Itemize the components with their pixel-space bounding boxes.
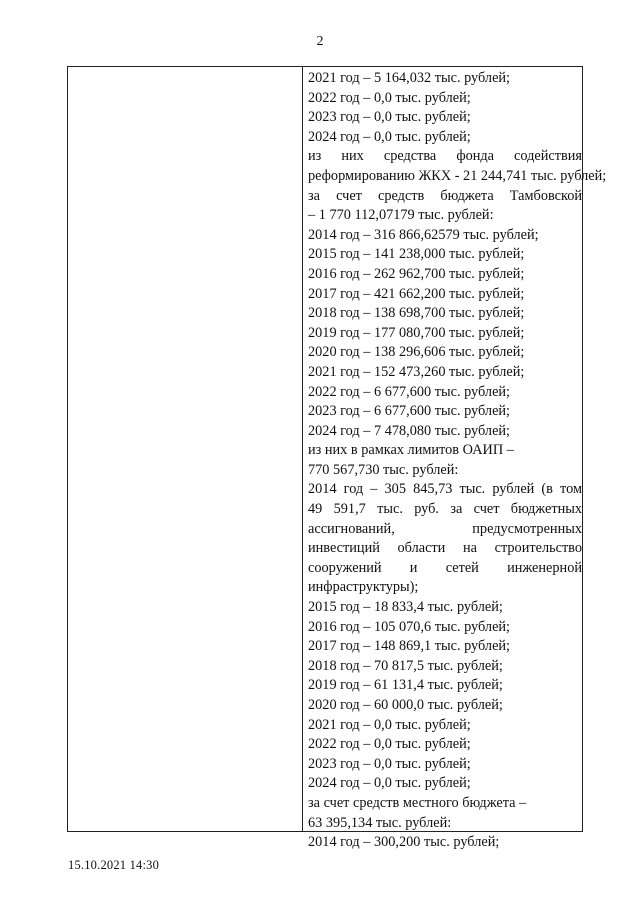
- print-timestamp: 15.10.2021 14:30: [68, 858, 160, 872]
- text-line: 2024 год – 0,0 тыс. рублей;: [308, 775, 471, 792]
- text-line: 2015 год – 141 238,000 тыс. рублей;: [308, 246, 525, 263]
- text-line: за счет средств бюджета Тамбовской: [308, 187, 582, 204]
- text-line: 2022 год – 0,0 тыс. рублей;: [308, 89, 471, 106]
- text-line: за счет средств местного бюджета –: [308, 794, 527, 811]
- text-line: 2015 год – 18 833,4 тыс. рублей;: [308, 599, 503, 616]
- text-line: инвестиций области на строительство: [308, 540, 582, 557]
- document-table: [67, 66, 607, 851]
- text-line: 2020 год – 60 000,0 тыс. рублей;: [308, 697, 503, 713]
- text-line: сооружений и сетей инженерной: [308, 559, 582, 576]
- text-line: 49 591,7 тыс. руб. за счет бюджетных: [308, 501, 582, 518]
- text-line: 2024 год – 7 478,080 тыс. рублей;: [308, 422, 511, 439]
- text-line: 2017 год – 148 869,1 тыс. рублей;: [308, 638, 511, 655]
- text-line: реформированию ЖКХ - 21 244,741 тыс. рублей;: [308, 167, 607, 184]
- text-line: 2014 год – 316 866,62579 тыс. рублей;: [308, 226, 539, 243]
- text-line: 2021 год – 5 164,032 тыс. рублей;: [308, 70, 511, 86]
- text-line: 2024 год – 0,0 тыс. рублей;: [308, 128, 471, 145]
- page-number: 2: [316, 34, 324, 49]
- text-line: – 1 770 112,07179 тыс. рублей:: [308, 207, 494, 224]
- text-line: 2016 год – 105 070,6 тыс. рублей;: [308, 618, 511, 635]
- text-line: 770 567,730 тыс. рублей:: [308, 461, 459, 478]
- column-divider: [302, 67, 303, 831]
- text-line: 2022 год – 0,0 тыс. рублей;: [308, 736, 471, 753]
- text-line: 2014 год – 305 845,73 тыс. рублей (в том: [308, 481, 582, 498]
- text-line: 2022 год – 6 677,600 тыс. рублей;: [308, 383, 511, 400]
- text-line: 2017 год – 421 662,200 тыс. рублей;: [308, 285, 525, 302]
- text-line: из них в рамках лимитов ОАИП –: [308, 442, 514, 459]
- text-line: 2023 год – 0,0 тыс. рублей;: [308, 109, 471, 126]
- text-line: 2023 год – 0,0 тыс. рублей;: [308, 755, 471, 772]
- funding-text-cell: [308, 69, 607, 853]
- text-line: 2016 год – 262 962,700 тыс. рублей;: [308, 265, 525, 282]
- text-line: 2021 год – 152 473,260 тыс. рублей;: [308, 363, 525, 380]
- text-line: 2019 год – 177 080,700 тыс. рублей;: [308, 324, 525, 341]
- text-line: 2019 год – 61 131,4 тыс. рублей;: [308, 677, 503, 694]
- text-line: 2014 год – 300,200 тыс. рублей;: [308, 834, 500, 851]
- text-line: 2018 год – 70 817,5 тыс. рублей;: [308, 657, 503, 674]
- text-line: 2020 год – 138 296,606 тыс. рублей;: [308, 344, 525, 361]
- text-line: инфраструктуры);: [308, 579, 419, 596]
- text-line: ассигнований, предусмотренных: [308, 520, 582, 537]
- text-line: 2018 год – 138 698,700 тыс. рублей;: [308, 305, 525, 322]
- text-line: из них средства фонда содействия: [308, 148, 582, 165]
- text-line: 2023 год – 6 677,600 тыс. рублей;: [308, 403, 511, 420]
- text-line: 2021 год – 0,0 тыс. рублей;: [308, 716, 471, 733]
- text-line: 63 395,134 тыс. рублей:: [308, 814, 452, 831]
